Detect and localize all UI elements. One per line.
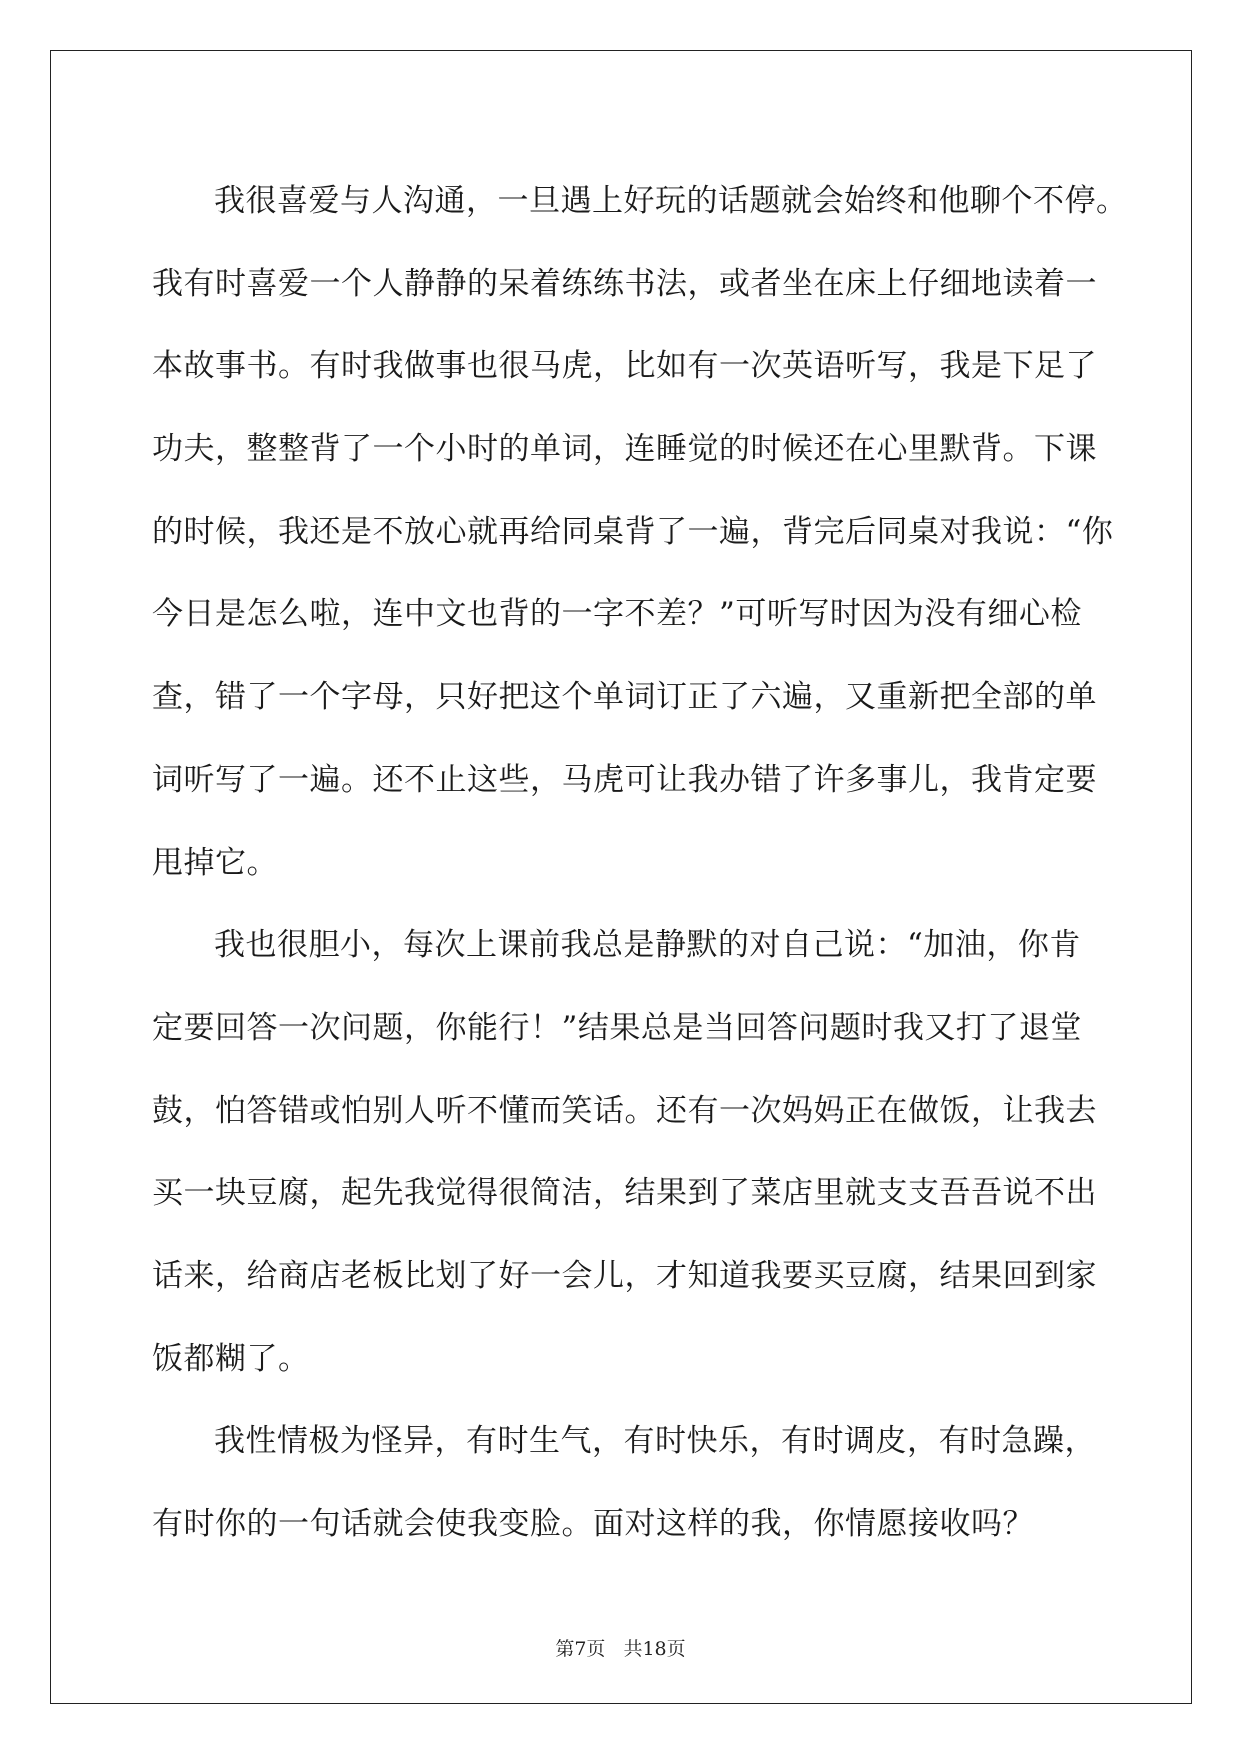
paragraph-2-line-5: 话来，给商店老板比划了好一会儿，才知道我要买豆腐，结果回到家	[152, 1257, 1097, 1294]
paragraph-1-line-9: 甩掉它。	[152, 844, 278, 881]
page-number: 第7页	[555, 1638, 606, 1660]
paragraph-2-line-2: 定要回答一次问题，你能行！”结果总是当回答问题时我又打了退堂	[152, 1009, 1082, 1046]
paragraph-1-line-5: 的时候，我还是不放心就再给同桌背了一遍，背完后同桌对我说：“你	[152, 513, 1114, 550]
page-footer	[0, 1634, 1241, 1661]
paragraph-1-line-3: 本故事书。有时我做事也很马虎，比如有一次英语听写，我是下足了	[152, 348, 1097, 385]
paragraph-2-line-1: 我也很胆小，每次上课前我总是静默的对自己说：“加油，你肯	[214, 927, 1081, 964]
paragraph-1-line-4: 功夫，整整背了一个小时的单词，连睡觉的时候还在心里默背。下课	[152, 431, 1097, 468]
paragraph-1-line-7: 查，错了一个字母，只好把这个单词订正了六遍，又重新把全部的单	[152, 679, 1097, 716]
total-pages: 共18页	[623, 1638, 686, 1660]
paragraph-1-line-6: 今日是怎么啦，连中文也背的一字不差？”可听写时因为没有细心检	[152, 596, 1082, 633]
paragraph-3-line-2: 有时你的一句话就会使我变脸。面对这样的我，你情愿接收吗？	[152, 1506, 1034, 1542]
document-body	[152, 160, 1128, 1566]
paragraph-1-line-2: 我有时喜爱一个人静静的呆着练练书法，或者坐在床上仔细地读着一	[152, 265, 1097, 302]
paragraph-2-line-3: 鼓，怕答错或怕别人听不懂而笑话。还有一次妈妈正在做饭，让我去	[152, 1092, 1097, 1129]
paragraph-1-line-8: 词听写了一遍。还不止这些，马虎可让我办错了许多事儿，我肯定要	[152, 761, 1097, 798]
paragraph-2-line-4: 买一块豆腐，起先我觉得很简洁，结果到了菜店里就支支吾吾说不出	[152, 1175, 1097, 1212]
paragraph-2-line-6: 饭都糊了。	[152, 1340, 310, 1377]
paragraph-1-line-1: 我很喜爱与人沟通，一旦遇上好玩的话题就会始终和他聊个不停。	[214, 183, 1128, 219]
paragraph-3-line-1: 我性情极为怪异，有时生气，有时快乐，有时调皮，有时急躁，	[214, 1423, 1096, 1460]
